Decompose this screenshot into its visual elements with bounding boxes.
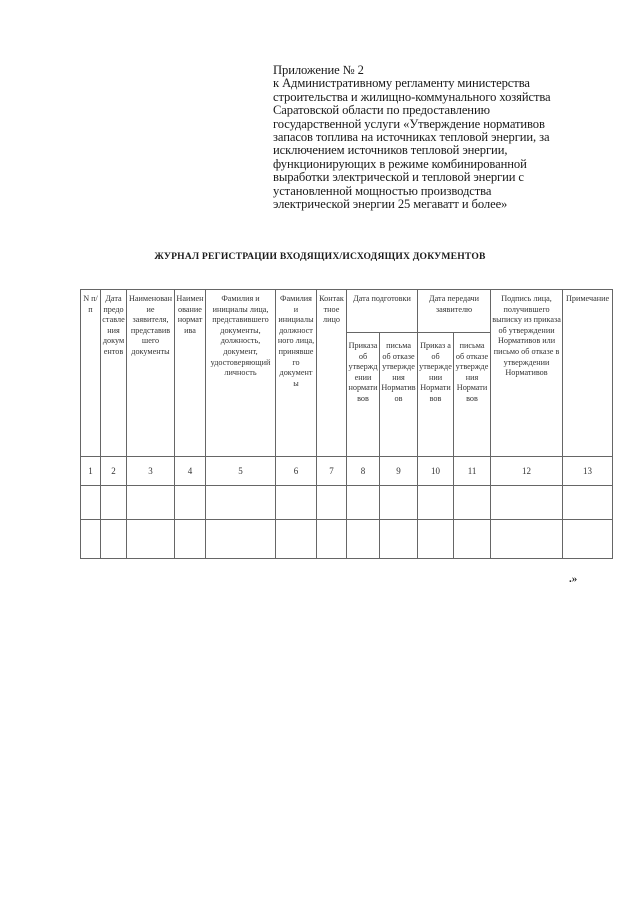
column-number: 2	[101, 457, 127, 486]
table-cell	[563, 486, 613, 520]
table-cell	[206, 520, 276, 559]
header-applicant-name: Наименование заявителя, представившего документы	[127, 290, 175, 457]
column-number: 8	[347, 457, 380, 486]
header-transfer-date: Дата передачи заявителю	[418, 290, 491, 333]
table-cell	[418, 520, 454, 559]
header-standard-name: Наименование норматива	[175, 290, 206, 457]
empty-table-row	[81, 486, 613, 520]
table-cell	[491, 520, 563, 559]
column-number: 3	[127, 457, 175, 486]
table-cell	[127, 486, 175, 520]
table-cell	[491, 486, 563, 520]
table-cell	[175, 520, 206, 559]
table-cell	[317, 486, 347, 520]
table-cell	[380, 486, 418, 520]
table-cell	[276, 486, 317, 520]
header-submitter: Фамилия и инициалы лица, представившего документы, должность, документ, удостоверяющий личность	[206, 290, 276, 457]
table-cell	[175, 486, 206, 520]
header-row	[81, 290, 613, 333]
header-receiving-officer: Фамилия и инициалы должностного лица, принявшего документы	[276, 290, 317, 457]
empty-table-row	[81, 520, 613, 559]
column-number: 6	[276, 457, 317, 486]
header-contact-person: Контактное лицо	[317, 290, 347, 457]
column-number: 7	[317, 457, 347, 486]
column-number: 9	[380, 457, 418, 486]
table-cell	[317, 520, 347, 559]
subheader-transfer-order: Приказ а об утверждении Нормативов	[418, 333, 454, 457]
closing-quote: .»	[569, 573, 578, 585]
table-cell	[418, 486, 454, 520]
column-number: 10	[418, 457, 454, 486]
journal-title: ЖУРНАЛ РЕГИСТРАЦИИ ВХОДЯЩИХ/ИСХОДЯЩИХ ДОКУМЕНТОВ	[154, 251, 486, 262]
column-number: 12	[491, 457, 563, 486]
table-cell	[347, 520, 380, 559]
subheader-prep-refusal: письма об отказе утверждения Нормативов	[380, 333, 418, 457]
table-cell	[454, 520, 491, 559]
table-cell	[206, 486, 276, 520]
column-number: 11	[454, 457, 491, 486]
subheader-prep-order: Приказа об утверждении нормативов	[347, 333, 380, 457]
appendix-header: Приложение № 2 к Административному регламенту министерства строительства и жилищно-коммунального хозяйства Саратовской области по предоставлению государственной услуги «Утверждение нормативов запасов топлива на источниках тепловой энергии, за исключением источников тепловой энергии, функционирующих в режиме комбинированной выработки электрической и тепловой энергии с установленной мощностью производства электрической энергии 25 мегаватт и более»	[273, 63, 551, 212]
table-cell	[454, 486, 491, 520]
table-cell	[127, 520, 175, 559]
table-cell	[81, 520, 101, 559]
table-cell	[347, 486, 380, 520]
table-cell	[81, 486, 101, 520]
column-number: 13	[563, 457, 613, 486]
header-number: N п/п	[81, 290, 101, 457]
table-cell	[380, 520, 418, 559]
column-number: 5	[206, 457, 276, 486]
header-submission-date: Дата предоставления документов	[101, 290, 127, 457]
table-cell	[101, 486, 127, 520]
column-number: 4	[175, 457, 206, 486]
header-recipient-signature: Подпись лица, получившего выписку из приказа об утверждении Нормативов или письмо об отказе в утверждении Нормативов	[491, 290, 563, 457]
table-cell	[563, 520, 613, 559]
subheader-transfer-refusal: письма об отказе утверждения Нормативов	[454, 333, 491, 457]
column-number-row	[81, 457, 613, 486]
registration-table	[80, 289, 613, 559]
header-preparation-date: Дата подготовки	[347, 290, 418, 333]
table-cell	[101, 520, 127, 559]
header-notes: Примечание	[563, 290, 613, 457]
column-number: 1	[81, 457, 101, 486]
table-cell	[276, 520, 317, 559]
